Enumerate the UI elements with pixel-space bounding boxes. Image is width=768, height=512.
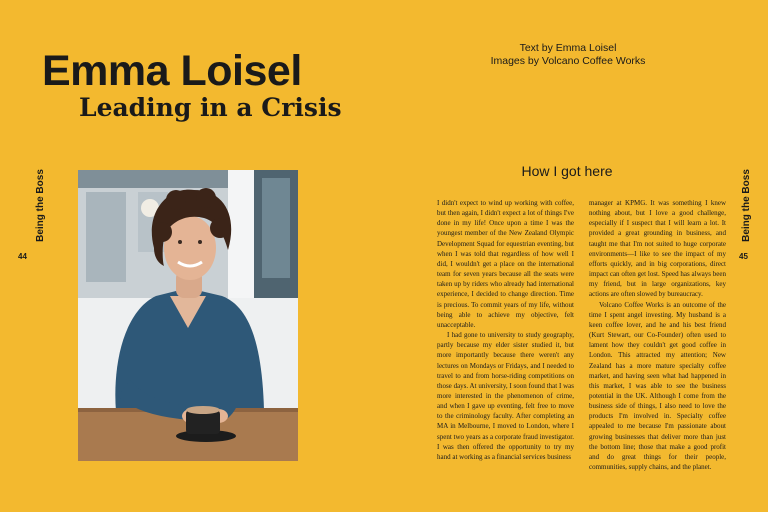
- credit-images-by: Images by Volcano Coffee Works: [490, 55, 646, 67]
- body-column-1: [437, 198, 574, 462]
- section-label-right: Being the Boss: [740, 169, 752, 242]
- article-subtitle: Leading in a Crisis: [79, 93, 342, 122]
- credits: [490, 42, 646, 68]
- paragraph: I didn't expect to wind up working with coffee, but then again, I didn't expect a lot of things I've done in my life! Once upon a time I was the youngest member of the New Zealand Olympic Development Squad for equestrian eventing, but when I was told that regardless of how well I did, I wouldn't get a place on the international team for seven years because all the seats were taken up by riders who already had international experience, I decided to change direction. Time is precious. To commit years of my life, without being able to achieve my objective, felt unacceptable.: [437, 199, 574, 329]
- body-column-2: [589, 198, 726, 472]
- page-number-right: 45: [739, 252, 748, 261]
- paragraph: manager at KPMG. It was something I knew nothing about, but I love a good challenge, especially if I suspect that I will learn a lot. It provided a great grounding in business, and taught me that I'm not suited to huge corporate environments—I like to see the impact of my efforts quickly, and in big corporations, direct impact can often get lost. Speed has always been my friend, but in large organizations, key actions are often slowed by bureaucracy.: [589, 199, 726, 299]
- section-label-left: Being the Boss: [34, 169, 46, 242]
- portrait-illustration: [78, 170, 298, 461]
- page-number-left: 44: [18, 252, 27, 261]
- paragraph: Volcano Coffee Works is an outcome of the time I spent angel investing. My husband is a keen coffee lover, and he and his best friend (Kurt Stewart, our Co-Founder) often used to lament how they couldn't get good coffee in London. This attracted my attention; New Zealand has a more mature specialty coffee market, and having seen what had happened in this market, I was able to see the business potential in the UK. Although I come from the business side of things, I also need to love the products I'm involved in. Specialty coffee appealed to me because I'm passionate about growing businesses that deliver more than just the bottom line; those that make a good profit and do great things for their people, communities, supply chains, and the planet.: [589, 300, 726, 472]
- credit-text-by: Text by Emma Loisel: [519, 42, 617, 54]
- portrait-photo: [78, 170, 298, 461]
- article-title: Emma Loisel: [42, 47, 302, 95]
- paragraph: I had gone to university to study geography, partly because my elder sister studied it, but more importantly because there weren't any lectures on Mondays or Fridays, and I needed to travel to and from horse-riding competitions on those days. At university, I soon found that I was more interested in the phenomenon of crime, and when I gave up eventing, felt free to move to the criminology faculty. After completing an MA in Melbourne, I moved to London, where I spent two years as a corporate fraud investigator. I was then offered the opportunity to try my hand at working as a financial services business: [437, 331, 574, 461]
- section-heading: How I got here: [521, 163, 613, 179]
